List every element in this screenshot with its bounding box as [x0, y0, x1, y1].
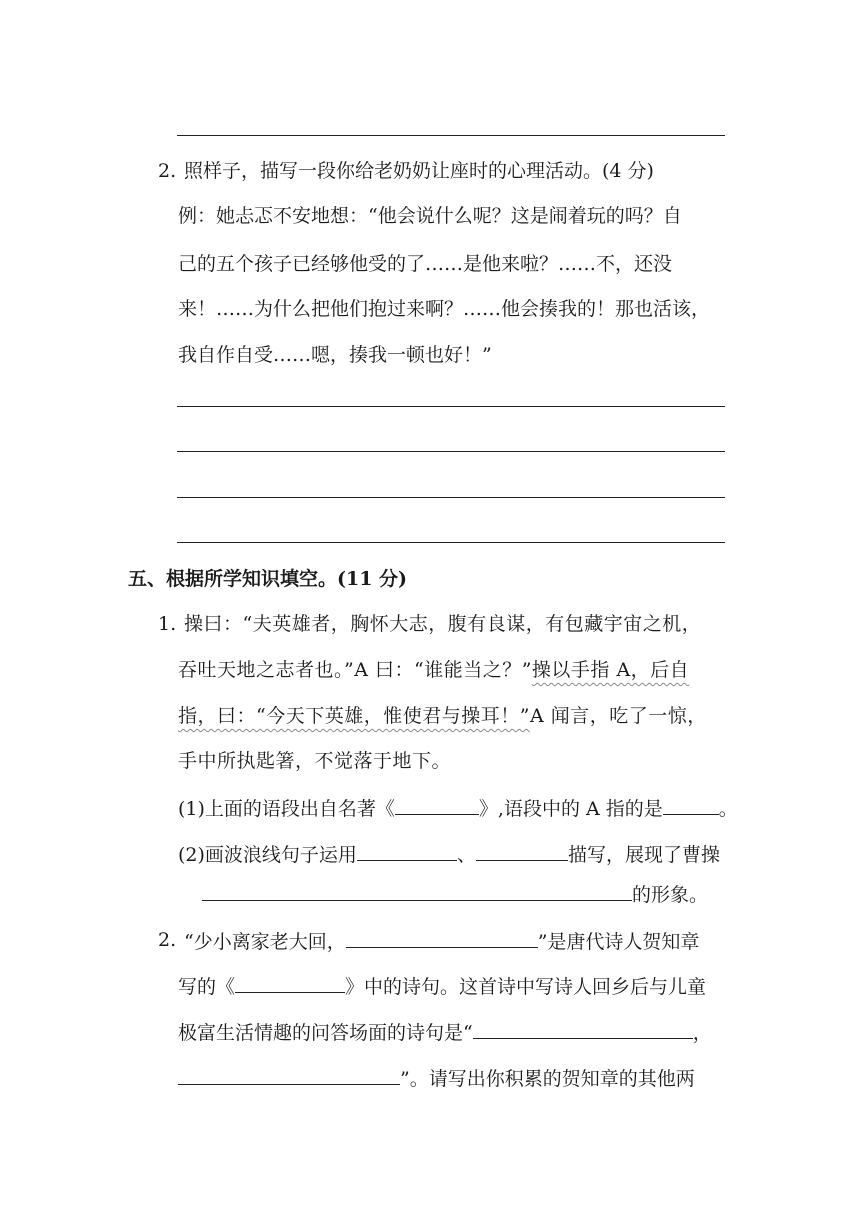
question-text: 极富生活情趣的问答场面的诗句是“: [178, 1022, 473, 1044]
example-line-2: 己的五个孩子已经够他受的了……是他来啦？……不，还没: [178, 253, 673, 275]
passage-line-2: [178, 659, 689, 681]
poem-question-line-4: [178, 1066, 695, 1090]
sub-question-2-continued: [202, 882, 708, 906]
question-number: 1.: [158, 613, 177, 635]
passage-line-4: 手中所执匙箸，不觉落于地下。: [178, 750, 452, 772]
answer-line: [177, 135, 725, 136]
passage-line-1: 操曰：“夫英雄者，胸怀大志，腹有良谋，有包藏宇宙之机，: [184, 613, 702, 635]
example-line-3: 来！……为什么把他们抱过来啊？……他会揍我的！那也活该，: [178, 298, 711, 320]
fill-blank[interactable]: [202, 882, 632, 901]
fill-blank[interactable]: [395, 796, 479, 815]
question-prompt: 照样子，描写一段你给老奶奶让座时的心理活动。(4 分): [184, 160, 654, 182]
question-text: ”是唐代诗人贺知章: [537, 931, 700, 953]
answer-line: [177, 497, 725, 498]
sub-question-2: [178, 842, 720, 866]
fill-blank[interactable]: [178, 1066, 400, 1085]
fill-blank[interactable]: [663, 796, 719, 815]
sub-question-text: 。: [718, 798, 738, 820]
passage-text: 吞吐天地之志者也。”A 曰：“谁能当之？”: [178, 659, 532, 681]
sub-question-text: (2)画波浪线句子运用: [178, 844, 357, 866]
wavy-underlined-text: 指，曰：“今天下英雄，惟使君与操耳！”: [178, 705, 530, 727]
answer-line: [177, 451, 725, 452]
question-text: “少小离家老大回，: [184, 931, 346, 953]
sub-question-1: [178, 796, 738, 820]
fill-blank[interactable]: [476, 842, 568, 861]
section-title: 五、根据所学知识填空。(11 分): [128, 568, 408, 590]
question-text: 写的《: [178, 976, 236, 998]
passage-text: A 闻言，吃了一惊，: [529, 705, 707, 727]
sub-question-text: 》,语段中的 A 指的是: [478, 798, 663, 820]
question-text: 》中的诗句。这首诗中写诗人回乡后与儿童: [345, 976, 707, 998]
question-text: ，: [692, 1022, 712, 1044]
answer-line: [177, 406, 725, 407]
example-line-1: 例：她忐忑不安地想：“他会说什么呢？这是闹着玩的吗？自: [178, 205, 682, 227]
fill-blank[interactable]: [357, 842, 457, 861]
fill-blank[interactable]: [235, 974, 345, 993]
sub-question-text: (1)上面的语段出自名著《: [178, 798, 395, 820]
sub-question-text: 、: [456, 844, 476, 866]
fill-blank[interactable]: [473, 1020, 693, 1039]
fill-blank[interactable]: [346, 929, 538, 948]
question-number: 2.: [158, 929, 177, 951]
example-line-4: 我自作自受……嗯，揍我一顿也好！”: [178, 344, 492, 366]
poem-question-line-2: [178, 974, 706, 998]
poem-question-line-3: [178, 1020, 712, 1044]
sub-question-text: 的形象。: [632, 884, 709, 906]
poem-question-line-1: [184, 929, 699, 953]
wavy-underlined-text: 操以手指 A，后自: [531, 659, 690, 681]
passage-line-3: [178, 705, 707, 727]
answer-line: [177, 542, 725, 543]
question-text: ”。请写出你积累的贺知章的其他两: [400, 1068, 695, 1090]
sub-question-text: 描写，展现了曹操: [567, 844, 720, 866]
question-number: 2.: [158, 160, 177, 182]
